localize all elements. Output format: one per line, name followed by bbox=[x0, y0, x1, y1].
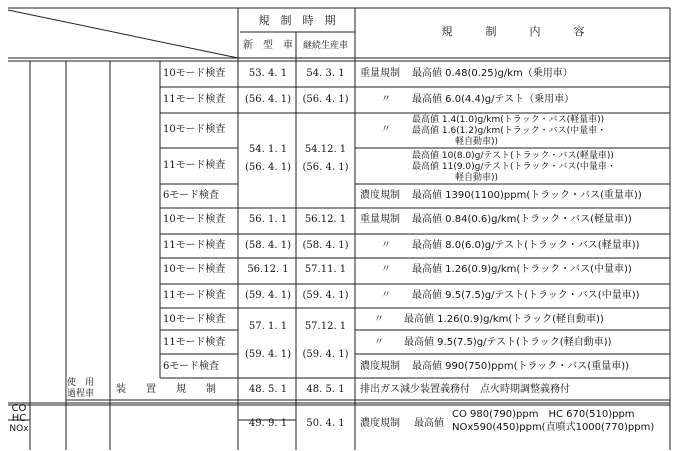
regulation-type: 〃 bbox=[381, 290, 391, 301]
test-name: 10モード検査 bbox=[163, 214, 226, 225]
pollutants-line-2: NOx590(450)ppm(直噴式1000(770)ppm) bbox=[452, 422, 655, 433]
test-name: 10モード検査 bbox=[163, 264, 226, 275]
header-continuing: 継続生産車 bbox=[302, 41, 348, 51]
used-vehicle-item: 装 置 規 制 bbox=[116, 384, 216, 395]
regulation-value: 最高値 1390(1100)ppm(トラック・バス(重量車)) bbox=[412, 190, 642, 201]
new-model-date-2: (59. 4. 1) bbox=[245, 349, 291, 360]
new-model-date: 56. 1. 1 bbox=[248, 214, 288, 225]
new-model-date: (56. 4. 1) bbox=[245, 94, 291, 105]
continuing-date-2: (56. 4. 1) bbox=[302, 162, 349, 173]
continuing-date: (58. 4. 1) bbox=[302, 240, 349, 251]
regulation-type: 〃 bbox=[381, 240, 391, 251]
pollutants-new-date: 49. 9. 1 bbox=[248, 418, 288, 429]
continuing-date: 57.11. 1 bbox=[304, 264, 347, 275]
regulation-type: 濃度規制 bbox=[360, 361, 400, 372]
continuing-date: 54. 3. 1 bbox=[306, 68, 345, 79]
regulation-value-3: 軽自動車)) bbox=[455, 137, 499, 147]
used-vehicle-label: 使 用 過程車 bbox=[67, 378, 95, 399]
continuing-date: (59. 4. 1) bbox=[302, 290, 349, 301]
regulation-type: 〃 bbox=[381, 94, 391, 105]
test-name: 11モード検査 bbox=[163, 160, 226, 171]
regulation-value: 最高値 8.0(6.0)g/テスト(トラック・バス(軽量車)) bbox=[412, 240, 640, 251]
header-period: 規 制 時 期 bbox=[258, 14, 336, 27]
test-name: 11モード検査 bbox=[163, 94, 226, 105]
regulation-value: 最高値 6.0(4.4)g/テスト（乗用車） bbox=[412, 94, 575, 105]
regulation-value: 最高値 990(750)ppm(トラック・バス(重量車)) bbox=[412, 361, 629, 372]
pollutant-hc: HC bbox=[11, 413, 27, 424]
used-vehicle-new-date: 48. 5. 1 bbox=[248, 384, 288, 395]
continuing-date: 54.12. 1 bbox=[304, 144, 347, 155]
regulation-value: 最高値 1.26(0.9)g/km(トラック・バス(中量車)) bbox=[412, 264, 632, 275]
continuing-date-2: (59. 4. 1) bbox=[302, 349, 349, 360]
pollutants-type: 濃度規制 bbox=[360, 418, 400, 429]
used-vehicle-cont-date: 48. 5. 1 bbox=[306, 384, 345, 395]
regulation-value: 最高値 9.5(7.5)g/テスト(トラック・バス(中量車)) bbox=[412, 290, 640, 301]
pollutant-co: CO bbox=[11, 403, 27, 414]
regulation-value: 最高値 1.26(0.9)g/km(トラック(軽自動車)) bbox=[404, 314, 604, 325]
continuing-date: (56. 4. 1) bbox=[302, 94, 349, 105]
test-name: 11モード検査 bbox=[163, 290, 226, 301]
test-name: 11モード検査 bbox=[163, 240, 226, 251]
new-model-date: (59. 4. 1) bbox=[245, 290, 291, 301]
regulation-value: 最高値 9.5(7.5)g/テスト(トラック(軽自動車)) bbox=[404, 337, 612, 348]
pollutant-nox: NOx bbox=[9, 424, 29, 434]
regulation-type: 〃 bbox=[381, 124, 391, 135]
regulation-type: 重量規制 bbox=[360, 68, 400, 79]
regulation-type: 〃 bbox=[374, 314, 384, 325]
regulation-value-2: 最高値 1.6(1.2)g/km(トラック・バス(中量車・ bbox=[412, 126, 607, 136]
pollutants-line-1: CO 980(790)ppm HC 670(510)ppm bbox=[452, 409, 635, 420]
header-content: 規 制 内 容 bbox=[441, 25, 585, 38]
pollutants-cont-date: 50. 4. 1 bbox=[306, 418, 345, 429]
regulation-value: 最高値 0.48(0.25)g/km（乗用車） bbox=[412, 68, 573, 79]
test-name: 6モード検査 bbox=[163, 190, 219, 201]
regulation-value: 最高値 1.4(1.0)g/km(トラック・バス(軽量車)) bbox=[412, 115, 605, 125]
regulation-value-3: 軽自動車)) bbox=[455, 173, 499, 183]
regulation-type: 濃度規制 bbox=[360, 190, 400, 201]
new-model-date: 53. 4. 1 bbox=[248, 68, 288, 79]
regulation-value: 最高値 10(8.0)g/テスト(トラック・バス(軽量車)) bbox=[412, 151, 614, 161]
new-model-date: 57. 1. 1 bbox=[248, 321, 288, 332]
pollutants-value-label: 最高値 bbox=[414, 418, 444, 429]
continuing-date: 56.12. 1 bbox=[304, 214, 347, 225]
test-name: 10モード検査 bbox=[163, 124, 226, 135]
new-model-date: 56.12. 1 bbox=[247, 264, 289, 275]
test-name: 10モード検査 bbox=[163, 314, 226, 325]
regulation-value: 最高値 0.84(0.6)g/km(トラック・バス(軽量車)) bbox=[412, 214, 632, 225]
used-vehicle-content: 排出ガス減少装置義務付 点火時期調整義務付 bbox=[360, 384, 570, 395]
test-name: 6モード検査 bbox=[163, 361, 219, 372]
test-name: 11モード検査 bbox=[163, 337, 226, 348]
new-model-date-2: (56. 4. 1) bbox=[245, 162, 291, 173]
regulation-type: 〃 bbox=[374, 337, 384, 348]
regulation-value-2: 最高値 11(9.0)g/テスト(トラック・バス(中量車・ bbox=[412, 162, 616, 172]
regulation-type: 重量規制 bbox=[360, 214, 400, 225]
test-name: 10モード検査 bbox=[163, 68, 226, 79]
header-new-model: 新 型 車 bbox=[243, 40, 293, 51]
new-model-date: 54. 1. 1 bbox=[248, 144, 288, 155]
new-model-date: (58. 4. 1) bbox=[245, 240, 291, 251]
continuing-date: 57.12. 1 bbox=[304, 321, 347, 332]
regulation-type: 〃 bbox=[381, 264, 391, 275]
